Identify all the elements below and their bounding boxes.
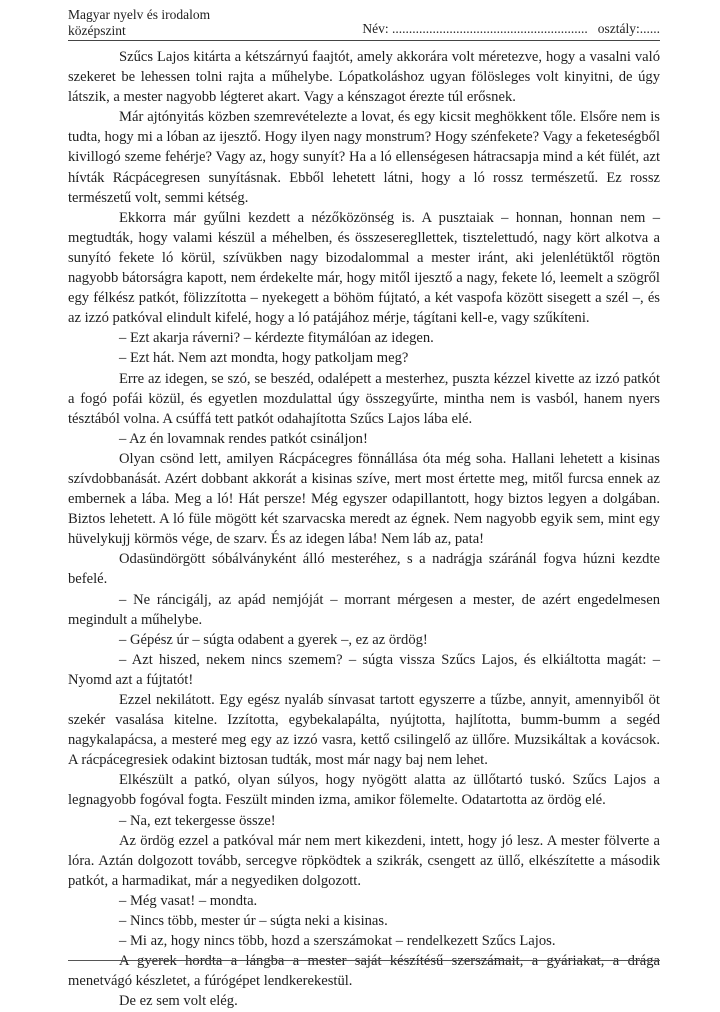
dialogue-line: – Ezt hát. Nem azt mondta, hogy patkoljam meg? [119, 350, 409, 367]
dialogue-line: – Még vasat! – mondta. [119, 892, 258, 909]
paragraph: Szűcs Lajos kitárta a kétszárnyú faajtót, amely akkorára volt méretezve, hogy a vasalni való szekeret be lehessen tolni rajta a műhelybe. Lópatkoláshoz ugyan fölösleges volt kinyitni, de úgy látszik, a mester nagyobb légteret akart. Vagy a kénszagot érezte túl erősnek. [68, 49, 660, 106]
paragraph: Odasündörgött sóbálványként álló mesteréhez, s a nadrágja száránál fogva húzni kezdte befelé. [68, 551, 660, 588]
dialogue-line: – Az én lovamnak rendes patkót csináljon! [119, 430, 368, 447]
paragraph: Már ajtónyitás közben szemrevételezte a lovat, és egy kicsit meghökkent tőle. Elsőre nem is tudta, hogy mi a lóban az ijesztő. Hogy ilyen nagy monstrum? Hogy szénfekete? Vagy a feketeségből kivillogó szeme fehérje? Vagy az, hogy sunyít? Ha a ló ellenségesen hátracsapja mind a két fülét, azt hívták Rácpácegresen sunyításnak. Ebből lehetett látni, hogy a ló rossz természetű. Ez rossz természetű volt, semmi kétség. [68, 109, 660, 206]
subject-level: középszint [68, 22, 126, 38]
dialogue-line: – Na, ezt tekergesse össze! [119, 812, 276, 829]
paragraph: Ezzel nekilátott. Egy egész nyaláb sínvasat tartott egyszerre a tűzbe, annyit, amennyiből öt szekér vasalása kitelne. Izzította, egybekalapálta, nyújtotta, hajlította, bumm-bumm a segéd nagykalapácsa, a mesteré meg egy az izzó vasra, kettő csilingelő az üllőre. Muzsikáltak a kovácsok. A rácpácegresiek odakint biztosan tudták, most már nagy baj nem lehet. [68, 692, 660, 769]
paragraph: A gyerek hordta a lángba a mester saját készítésű szerszámait, a gyáriakat, a drága menetvágó készletet, a fúrógépet lendkerekestül. [68, 953, 660, 990]
dialogue-line: – Gépész úr – súgta odabent a gyerek –, ez az ördög! [119, 631, 428, 648]
dialogue-line: – Azt hiszed, nekem nincs szemem? – súgta vissza Szűcs Lajos, és elkiáltotta magát: – Nyomd azt a fújtatót! [68, 651, 660, 688]
dialogue-line: – Ne ráncigálj, az apád nemjóját – morrant mérgesen a mester, de azért engedelmesen megindult a műhelybe. [68, 591, 660, 628]
paragraph: Olyan csönd lett, amilyen Rácpácegres fönnállása óta még soha. Hallani lehetett a kisinas szívdobbanását. Azért dobbant akkorát a kisinas szíve, mert most értette meg, mitől furcsa ennek az embernek a lába. Meg a ló! Hát persze! Még egyszer odapillantott, hogy biztos legyen a dolgában. Biztos lehetett. A ló füle mögött két szarvacska meredt az égnek. Nem nagyobb egyik sem, mint egy hüvelykujj körmös vége, de szarv. És az idegen lába! Nem láb az, pata! [68, 450, 660, 548]
subject-label [68, 7, 210, 38]
dialogue-line: – Nincs több, mester úr – súgta neki a kisinas. [119, 913, 388, 930]
name-label: Név: .......................................................... [362, 21, 588, 36]
paragraph: Erre az idegen, se szó, se beszéd, odalépett a mesterhez, puszta kézzel kivette az izzó patkót a fogó pofái közül, és egyetlen mozdulattal úgy összegyűrte, mintha nem is vasból, hanem nyers tésztából volna. A csúffá tett patkót odahajította Szűcs Lajos lába elé. [68, 370, 660, 427]
paragraph: Ekkorra már gyűlni kezdett a nézőközönség is. A pusztaiak – honnan, honnan nem – megtudták, hogy valami készül a méhelben, és összeseregllettek, tisztelettudó, nagy kört alkotva a sunyító fekete ló körül, szívükben nagy bizodalommal a mester iránt, aki jelenlétüktől rögtön nagyobb bátorságra kapott, nem érdekelte már, hogy mitől ijesztő a nagy, fekete ló, leemelt a szögről egy félkész patkót, fölizzította – nyekegett a böhöm fújtató, a két vaspofa között sisegett a szél –, és az izzó patkóval elindult kifelé, hogy a ló patájához mérje, tágítani kell-e, vagy szűkíteni. [68, 209, 660, 327]
paragraph: Az ördög ezzel a patkóval már nem mert kikezdeni, intett, hogy jó lesz. A mester fölverte a lóra. Aztán dolgozott tovább, sercegve röpködtek a szikrák, csengett az üllő, elkészítette a második patkót, a harmadikat, már a negyediken dolgozott. [68, 832, 660, 889]
dialogue-line: – Mi az, hogy nincs több, hozd a szerszámokat – rendelkezett Szűcs Lajos. [119, 933, 556, 950]
dialogue-line: – Ezt akarja ráverni? – kérdezte fitymálóan az idegen. [119, 330, 434, 347]
page-header [68, 7, 660, 41]
footer-divider [68, 960, 660, 961]
name-class-field [362, 21, 660, 37]
class-label: osztály:...... [597, 21, 660, 36]
paragraph: De ez sem volt elég. [119, 993, 238, 1010]
paragraph: Elkészült a patkó, olyan súlyos, hogy nyögött alatta az üllőtartó tuskó. Szűcs Lajos a legnagyobb fogóval fogta. Feszült minden izma, amikor fölemelte. Odatartotta az ördög elé. [68, 772, 660, 809]
story-text [68, 47, 660, 1012]
subject-title: Magyar nyelv és irodalom [68, 7, 211, 22]
